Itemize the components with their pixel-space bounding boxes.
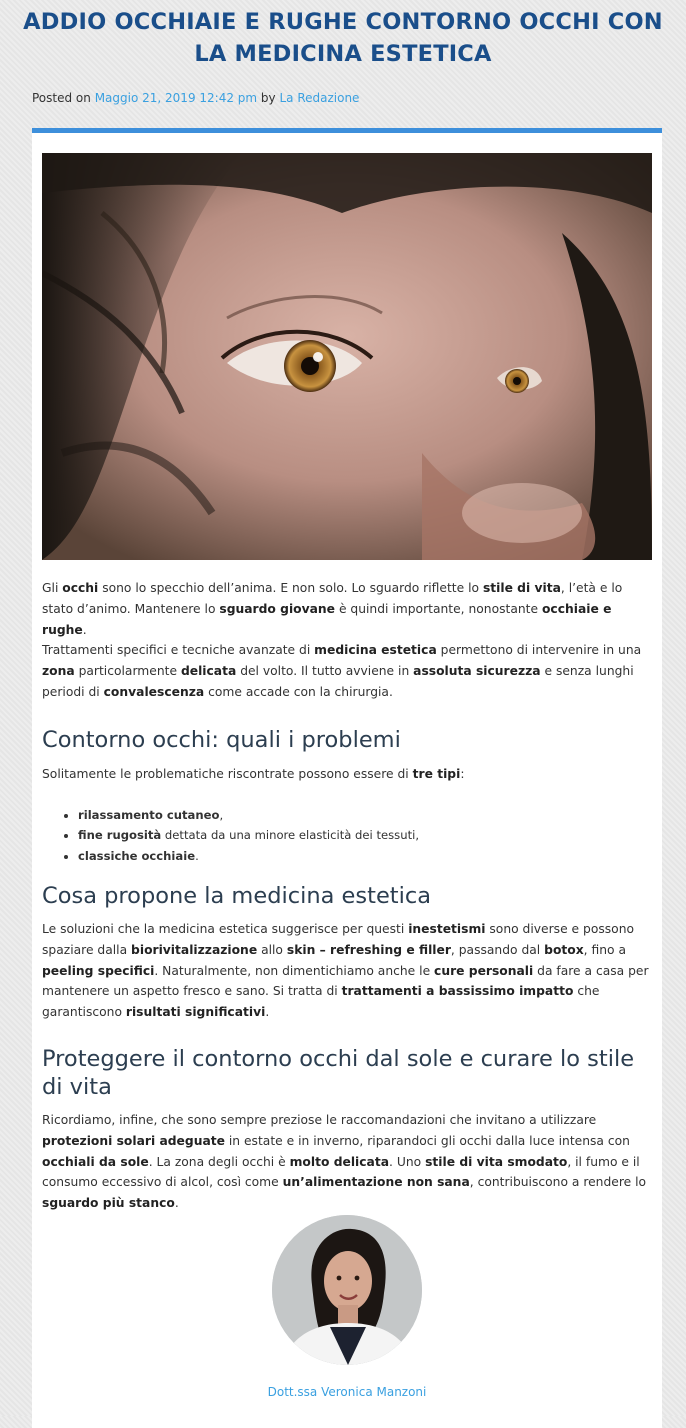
text-run: . — [82, 622, 87, 637]
bold-text: convalescenza — [103, 684, 205, 699]
bold-text: rilassamento cutaneo — [78, 808, 220, 822]
list-item — [78, 805, 419, 825]
text-run: . Uno — [389, 1154, 426, 1169]
problems-intro — [42, 764, 652, 785]
text-run: . Naturalmente, non dimentichiamo anche le — [154, 963, 435, 978]
bold-text: cure personali — [434, 963, 534, 978]
text-run: . — [265, 1005, 270, 1020]
protect-paragraph — [42, 1110, 652, 1214]
bold-text: fine rugosità — [78, 828, 162, 843]
problems-list — [62, 805, 419, 866]
text-run: in estate e in inverno, riparandoci gli occhi dalla luce intensa con — [224, 1133, 630, 1148]
text-run: sono lo specchio dell’anima. E non solo. Lo sguardo riflette lo — [98, 581, 483, 595]
text-run: da fare a casa per mantenere un aspetto fresco e sano. Si tratta di — [42, 963, 649, 999]
heading-protect: Proteggere il contorno occhi dal sole e curare lo stile di vita — [42, 1046, 635, 1100]
text-run: . La zona degli occhi è — [148, 1154, 290, 1169]
text-run: : — [460, 767, 465, 781]
text-run: . — [174, 1196, 179, 1211]
treatments-paragraph — [42, 640, 652, 702]
text-run: , contribuiscono a rendere lo — [469, 1175, 647, 1190]
text-run: , l’età e lo stato d’animo. Mantenere lo — [42, 581, 623, 616]
text-run: è quindi importante, nonostante — [335, 601, 542, 616]
text-run: Ricordiamo, infine, che sono sempre preziose le raccomandazioni che invitano a utilizzare — [42, 1113, 597, 1127]
bold-text: stile di vita smodato — [425, 1154, 568, 1169]
bold-text: stile di vita — [482, 581, 561, 595]
intro-paragraph — [42, 578, 652, 640]
text-run: . — [195, 848, 199, 863]
text-run: sono diverse e possono spaziare dalla — [42, 922, 635, 957]
text-run: allo — [257, 942, 287, 957]
bold-text: botox — [544, 942, 584, 957]
by-label: by — [260, 91, 276, 105]
bold-text: skin – refreshing e filler — [286, 942, 451, 957]
bold-text: risultati significativi — [125, 1005, 266, 1020]
bold-text: occhiali da sole — [42, 1154, 149, 1169]
bold-text: peeling specifici — [42, 963, 155, 978]
author-avatar — [272, 1215, 422, 1365]
text-run: Solitamente le problematiche riscontrate possono essere di — [42, 767, 413, 781]
list-item — [78, 846, 419, 866]
bold-text: biorivitalizzazione — [131, 942, 258, 957]
bold-text: tre tipi — [412, 767, 461, 781]
bold-text: medicina estetica — [314, 643, 437, 657]
text-run: , il fumo e il consumo eccessivo di alcol, così come — [42, 1154, 640, 1190]
list-item — [78, 825, 419, 845]
bold-text: sguardo giovane — [219, 601, 336, 616]
text-run: che garantiscono — [42, 984, 600, 1020]
bold-text: classiche occhiaie — [78, 848, 196, 863]
text-run: e senza lunghi periodi di — [42, 663, 634, 699]
text-run: come accade con la chirurgia. — [204, 684, 393, 699]
text-run: , passando dal — [450, 942, 545, 957]
text-run: Trattamenti specifici e tecniche avanzate di — [42, 643, 315, 657]
bold-text: molto delicata — [289, 1154, 390, 1169]
text-run: Gli — [42, 581, 63, 595]
hero-image — [42, 153, 652, 560]
bold-text: occhiaie e rughe — [42, 601, 612, 637]
post-meta — [32, 90, 359, 106]
author-link[interactable]: La Redazione — [279, 91, 360, 105]
text-run: dettata da una minore elasticità dei tessuti, — [161, 828, 420, 843]
posted-on-label: Posted on — [32, 91, 91, 105]
bold-text: protezioni solari adeguate — [42, 1133, 225, 1148]
author-caption[interactable]: Dott.ssa Veronica Manzoni — [267, 1385, 427, 1399]
text-run: permettono di intervenire in una — [436, 643, 642, 657]
bold-text: sguardo più stanco — [42, 1196, 175, 1211]
bold-text: inestetismi — [408, 922, 486, 936]
text-run: Le soluzioni che la medicina estetica suggerisce per questi — [42, 922, 409, 936]
heading-proposal: Cosa propone la medicina estetica — [42, 883, 432, 909]
bold-text: delicata — [180, 663, 237, 678]
heading-problems: Contorno occhi: quali i problemi — [42, 727, 401, 753]
bold-text: zona — [42, 663, 75, 678]
proposal-paragraph — [42, 919, 652, 1023]
text-run: particolarmente — [74, 663, 181, 678]
bold-text: trattamenti a bassissimo impatto — [341, 984, 574, 999]
text-run: , — [219, 808, 224, 822]
text-run: del volto. Il tutto avviene in — [236, 663, 414, 678]
bold-text: occhi — [62, 581, 99, 595]
post-date-link[interactable]: Maggio 21, 2019 12:42 pm — [94, 91, 258, 105]
text-run: , fino a — [583, 942, 626, 957]
article-content — [32, 128, 662, 1428]
bold-text: un’alimentazione non sana — [282, 1175, 470, 1190]
page-title: ADDIO OCCHIAIE E RUGHE CONTORNO OCCHI CON LA MEDICINA ESTETICA — [23, 9, 663, 67]
bold-text: assoluta sicurezza — [413, 663, 541, 678]
